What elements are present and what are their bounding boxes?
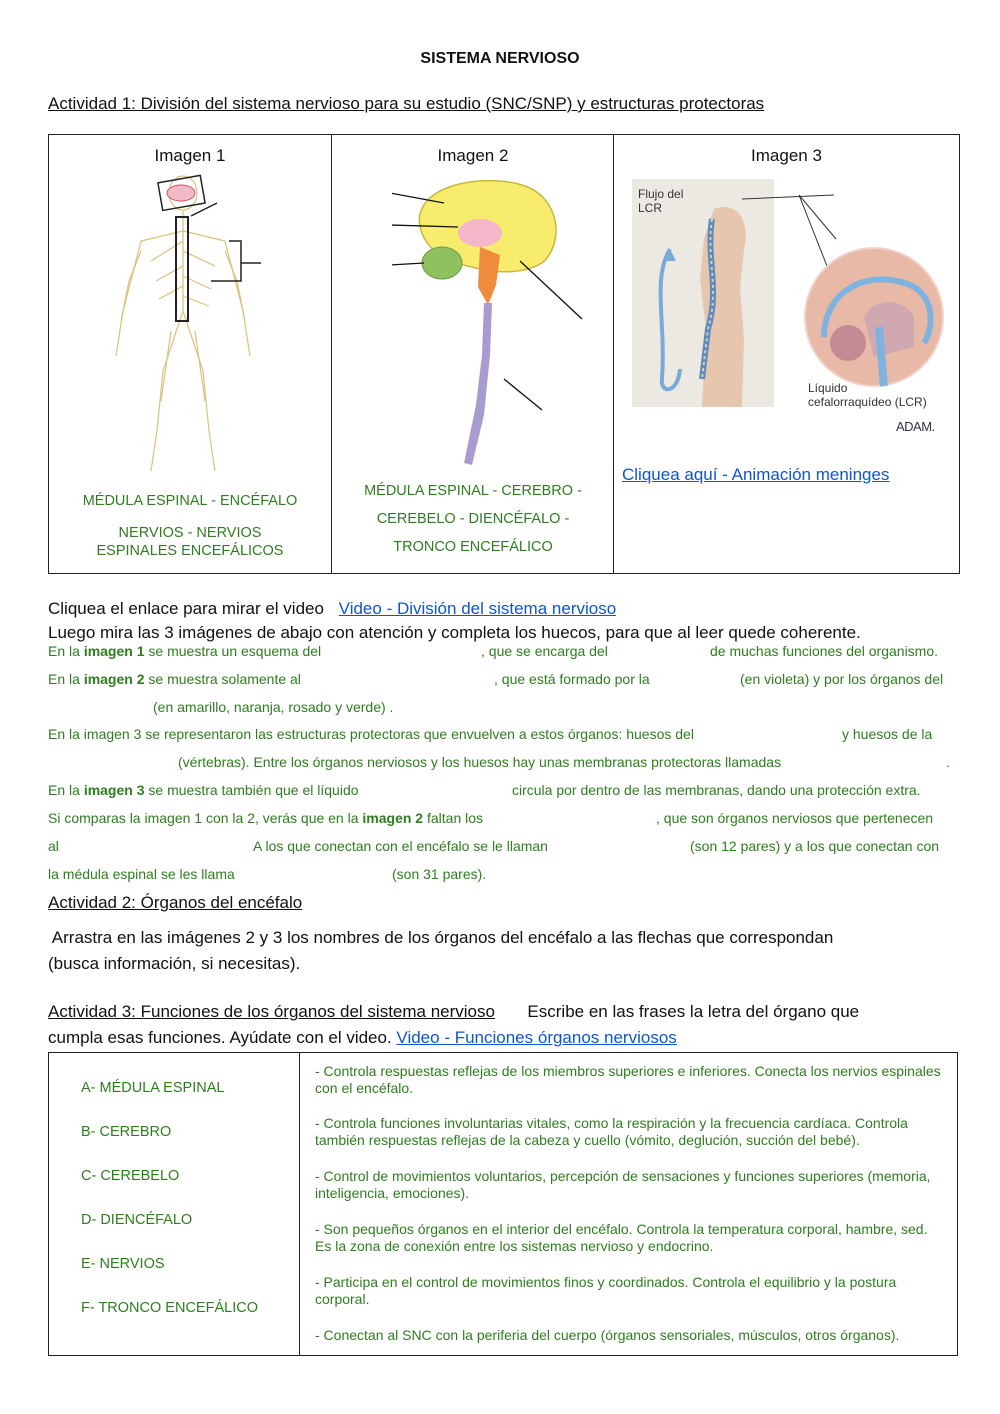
fill-bold: imagen 1 bbox=[83, 643, 145, 659]
image1-wordbank-line1: MÉDULA ESPINAL - ENCÉFALO bbox=[82, 493, 298, 509]
nervous-system-body-illustration bbox=[111, 171, 281, 491]
flow-label-line2: LCR bbox=[638, 201, 663, 215]
image1-cell bbox=[49, 135, 331, 573]
fill-line6-start bbox=[48, 782, 359, 798]
activity2-heading: Actividad 2: Órganos del encéfalo bbox=[48, 893, 303, 912]
video-prompt-text: Cliquea el enlace para mirar el video bbox=[48, 599, 324, 618]
organ-item-medula[interactable]: A- MÉDULA ESPINAL bbox=[81, 1080, 225, 1096]
fill-line7-end: , que son órganos nerviosos que pertenecen bbox=[656, 810, 934, 826]
video-prompt-line bbox=[48, 599, 616, 619]
page-title: SISTEMA NERVIOSO bbox=[420, 50, 580, 67]
adam-logo: ADAM. bbox=[896, 419, 935, 434]
fill-text: se muestra solamente al bbox=[144, 671, 301, 687]
flow-label-line1: Flujo del bbox=[638, 187, 684, 201]
fill-line5-start: (vértebras). Entre los órganos nerviosos y los huesos hay unas membranas protectoras llamadas bbox=[178, 754, 782, 770]
fill-line4-start: En la imagen 3 se representaron las estructuras protectoras que envuelven a estos órganos: huesos del bbox=[48, 726, 694, 742]
function-item-3[interactable]: - Control de movimientos voluntarios, percepción de sensaciones y funciones superiores (memoria, inteligencia, emociones). bbox=[315, 1168, 931, 1201]
fill-text: se muestra un esquema del bbox=[144, 643, 322, 659]
meninges-illustration bbox=[804, 247, 944, 387]
fill-line8-start: al bbox=[48, 838, 59, 854]
function-item-5[interactable]: - Participa en el control de movimientos finos y coordinados. Controla el equilibrio y la postura corporal. bbox=[315, 1274, 897, 1307]
fill-line2-start bbox=[48, 671, 301, 687]
functions-video-link[interactable]: Video - Funciones órganos nerviosos bbox=[396, 1028, 677, 1047]
liquid-label-line1: Líquido bbox=[808, 381, 848, 395]
image1-wordbank-line2b: ESPINALES ENCEFÁLICOS bbox=[96, 543, 284, 559]
division-video-link[interactable]: Video - División del sistema nervioso bbox=[338, 599, 617, 618]
activity2-text-line1: Arrastra en las imágenes 2 y 3 los nombres de los órganos del encéfalo a las flechas que correspondan bbox=[48, 928, 834, 947]
image2-wordbank-line3: TRONCO ENCEFÁLICO bbox=[393, 539, 553, 555]
image1-wordbank-line2a: NERVIOS - NERVIOS bbox=[118, 525, 262, 541]
fill-line3: (en amarillo, naranja, rosado y verde) . bbox=[153, 699, 394, 715]
image1-title: Imagen 1 bbox=[154, 146, 226, 165]
fill-line8-end: (son 12 pares) y a los que conectan con bbox=[690, 838, 940, 854]
fill-line1-end: de muchas funciones del organismo. bbox=[710, 643, 939, 659]
meninges-animation-link[interactable]: Cliquea aquí - Animación meninges bbox=[622, 465, 890, 484]
fill-text: En la bbox=[48, 643, 84, 659]
fill-line1-start bbox=[48, 643, 321, 659]
activity3-intro-line1 bbox=[48, 1002, 859, 1022]
function-item-6[interactable]: - Conectan al SNC con la periferia del cuerpo (órganos sensoriales, músculos, otros órganos). bbox=[315, 1327, 900, 1343]
activity3-text-line1: Escribe en las frases la letra del órgano que bbox=[527, 1002, 860, 1021]
activity3-heading: Actividad 3: Funciones de los órganos del sistema nervioso bbox=[48, 1002, 495, 1021]
fill-bold: imagen 2 bbox=[83, 671, 145, 687]
organ-item-tronco[interactable]: F- TRONCO ENCEFÁLICO bbox=[81, 1300, 258, 1316]
fill-text: se muestra también que el líquido bbox=[144, 782, 359, 798]
fill-text: En la bbox=[48, 671, 84, 687]
activity3-intro-line2 bbox=[48, 1028, 677, 1048]
fill-line9-end: (son 31 pares). bbox=[392, 866, 487, 882]
image3-cell bbox=[613, 135, 959, 573]
fill-line1-mid: , que se encarga del bbox=[481, 643, 608, 659]
functions-table bbox=[48, 1052, 958, 1356]
images-table bbox=[48, 134, 960, 574]
function-item-1[interactable]: - Controla respuestas reflejas de los miembros superiores e inferiores. Conecta los nervios espinales con el encéfalo. bbox=[315, 1063, 941, 1096]
image2-wordbank-line1: MÉDULA ESPINAL - CEREBRO - bbox=[364, 483, 582, 499]
fill-text: faltan los bbox=[423, 810, 484, 826]
activity3-text-line2: cumpla esas funciones. Ayúdate con el video. bbox=[48, 1028, 392, 1047]
activity1-heading: Actividad 1: División del sistema nervioso para su estudio (SNC/SNP) y estructuras protectoras bbox=[48, 94, 765, 113]
image2-cell bbox=[331, 135, 614, 573]
fill-text: En la bbox=[48, 782, 84, 798]
activity1-instruction: Luego mira las 3 imágenes de abajo con atención y completa los huecos, para que al leer quede coherente. bbox=[48, 623, 861, 642]
fill-line2-mid: , que está formado por la bbox=[494, 671, 650, 687]
brain-illustration bbox=[392, 175, 592, 480]
fill-text: Si comparas la imagen 1 con la 2, verás que en la bbox=[48, 810, 363, 826]
liquid-label-line2: cefalorraquídeo (LCR) bbox=[808, 395, 927, 409]
fill-line8-mid: A los que conectan con el encéfalo se le llaman bbox=[253, 838, 548, 854]
fill-line9-start: la médula espinal se les llama bbox=[48, 866, 235, 882]
image2-wordbank-line2: CEREBELO - DIENCÉFALO - bbox=[376, 511, 570, 527]
organ-item-nervios[interactable]: E- NERVIOS bbox=[81, 1256, 165, 1272]
fill-line2-end: (en violeta) y por los órganos del bbox=[740, 671, 944, 687]
organ-item-cerebelo[interactable]: C- CEREBELO bbox=[81, 1168, 180, 1184]
activity2-text-line2: (busca información, si necesitas). bbox=[48, 954, 301, 973]
function-item-4[interactable]: - Son pequeños órganos en el interior del encéfalo. Controla la temperatura corporal, hambre, sed. Es la zona de conexión entre los sistemas nervioso y endocrino. bbox=[315, 1221, 928, 1254]
organ-item-cerebro[interactable]: B- CEREBRO bbox=[81, 1124, 172, 1140]
function-item-2[interactable]: - Controla funciones involuntarias vitales, como la respiración y la frecuencia cardíaca. Controla también respuestas reflejas de la cabeza y cuello (vómito, deglución, succión del bebé). bbox=[315, 1115, 908, 1148]
organ-item-diencefalo[interactable]: D- DIENCÉFALO bbox=[81, 1212, 193, 1228]
fill-line7-start bbox=[48, 810, 483, 826]
image3-title: Imagen 3 bbox=[751, 146, 822, 165]
image2-title: Imagen 2 bbox=[437, 146, 509, 165]
fill-bold: imagen 2 bbox=[362, 810, 424, 826]
fill-line5-end: . bbox=[946, 754, 950, 770]
table-divider bbox=[299, 1053, 300, 1355]
fill-line4-end: y huesos de la bbox=[842, 726, 933, 742]
fill-bold: imagen 3 bbox=[83, 782, 145, 798]
fill-line6-end: circula por dentro de las membranas, dando una protección extra. bbox=[512, 782, 921, 798]
